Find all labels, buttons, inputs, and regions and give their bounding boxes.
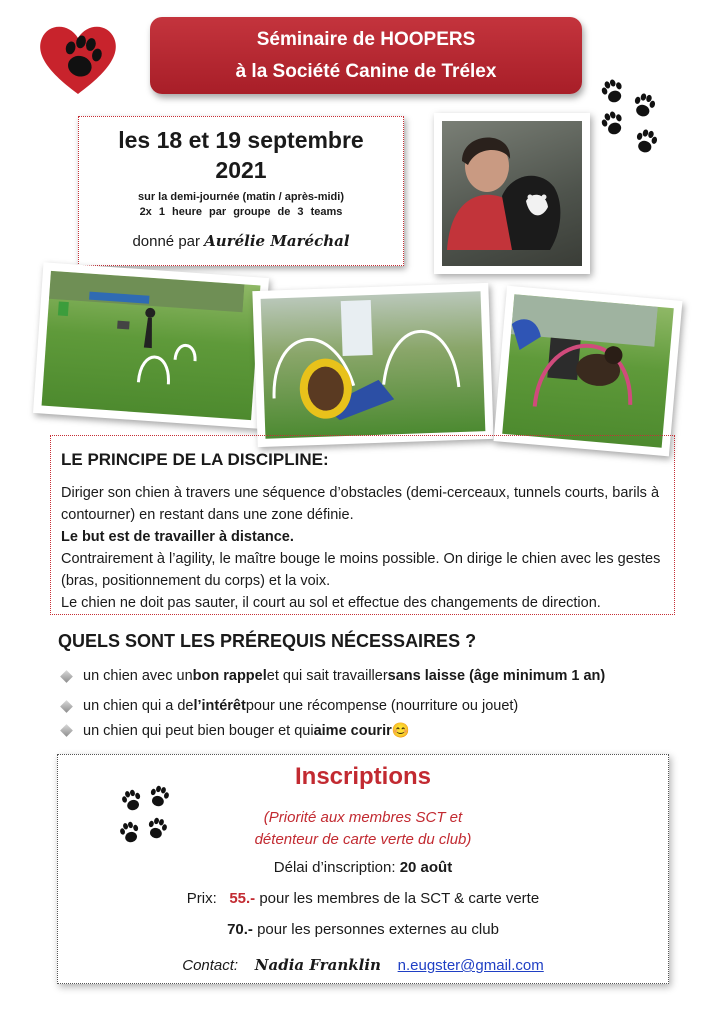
requirements-title: QUELS SONT LES PRÉREQUIS NÉCESSAIRES ? xyxy=(58,631,477,651)
instructor-photo xyxy=(434,113,590,274)
heart-paw-icon xyxy=(34,14,122,102)
requirement-text: pour une récompense (nourriture ou jouet) xyxy=(245,698,519,714)
bullet-icon xyxy=(60,700,73,713)
requirement-item xyxy=(58,698,518,714)
requirement-highlight: l’intérêt xyxy=(193,698,246,714)
requirement-highlight: sans laisse (âge minimum 1 an) xyxy=(387,668,606,684)
hoopers-photo-1 xyxy=(33,262,269,428)
price-external xyxy=(58,921,668,938)
event-date-card xyxy=(78,116,404,266)
requirement-text: et qui sait travailler xyxy=(266,668,388,684)
discipline-principle-box xyxy=(50,435,675,615)
price-members-value: 55.- xyxy=(229,890,256,907)
principle-paragraph-3: Le chien ne doit pas sauter, il court au sol et effectue des changements de direction. xyxy=(61,595,601,611)
event-date-line1: les 18 et 19 septembre xyxy=(118,127,364,153)
deadline-label: Délai d’inscription: xyxy=(273,859,396,876)
contact-email-link[interactable]: n.eugster@gmail.com xyxy=(397,957,544,974)
principle-paragraph-2: Contrairement à l’agility, le maître bouge le moins possible. On dirige le chien avec les gestes (bras, positionnement du corps) et la voix. xyxy=(61,551,661,589)
price-members xyxy=(58,890,668,907)
requirement-highlight: aime courir xyxy=(313,722,392,739)
principle-title: LE PRINCIPE DE LA DISCIPLINE: xyxy=(61,450,329,469)
priority-line: (Priorité aux membres SCT et xyxy=(263,809,463,826)
contact xyxy=(58,956,668,974)
priority-line: détenteur de carte verte du club) xyxy=(254,831,472,848)
event-groups: 2x 1 heure par groupe de 3 teams xyxy=(139,206,343,218)
inscriptions-title: Inscriptions xyxy=(294,763,432,790)
bullet-icon xyxy=(60,724,73,737)
given-by-label: donné par xyxy=(132,233,200,250)
price-external-text: pour les personnes externes au club xyxy=(257,921,499,938)
hoopers-photo-2 xyxy=(252,283,493,447)
inscriptions-priority xyxy=(58,807,668,851)
requirement-highlight: bon rappel xyxy=(192,668,267,684)
requirement-text: un chien qui a de xyxy=(83,698,194,714)
inscriptions-box xyxy=(57,754,669,984)
bullet-icon xyxy=(60,670,73,683)
principle-paragraph-1: Diriger son chien à travers une séquence d’obstacles (demi-cerceaux, tunnels courts, barils à contourner) en restant dans une zone définie. xyxy=(61,485,660,523)
event-schedule: sur la demi-journée (matin / après-midi) xyxy=(138,191,344,203)
price-label: Prix: xyxy=(186,890,217,907)
deadline-value: 20 août xyxy=(399,859,453,876)
price-external-value: 70.- xyxy=(227,921,253,938)
price-members-text: pour les membres de la SCT & carte verte xyxy=(259,890,540,907)
requirement-item xyxy=(58,668,605,684)
header-title-line1: Séminaire de HOOPERS xyxy=(256,29,476,50)
principle-text xyxy=(61,482,664,614)
header-banner xyxy=(150,17,582,94)
requirement-item xyxy=(58,722,410,739)
instructor-name: Aurélie Maréchal xyxy=(204,232,350,250)
contact-label: Contact: xyxy=(182,957,239,974)
header-title-line2: à la Société Canine de Trélex xyxy=(235,61,497,82)
requirement-text: un chien avec un xyxy=(83,668,193,684)
smiley-icon: 😊 xyxy=(391,723,410,739)
requirement-text: un chien qui peut bien bouger et qui xyxy=(83,722,314,739)
given-by xyxy=(79,232,403,250)
contact-name: Nadia Franklin xyxy=(254,956,381,974)
deadline xyxy=(58,859,668,876)
event-date-line2: 2021 xyxy=(215,157,267,183)
hoopers-photo-3 xyxy=(494,286,683,457)
paw-prints-icon xyxy=(596,74,666,160)
principle-goal: Le but est de travailler à distance. xyxy=(61,529,294,545)
